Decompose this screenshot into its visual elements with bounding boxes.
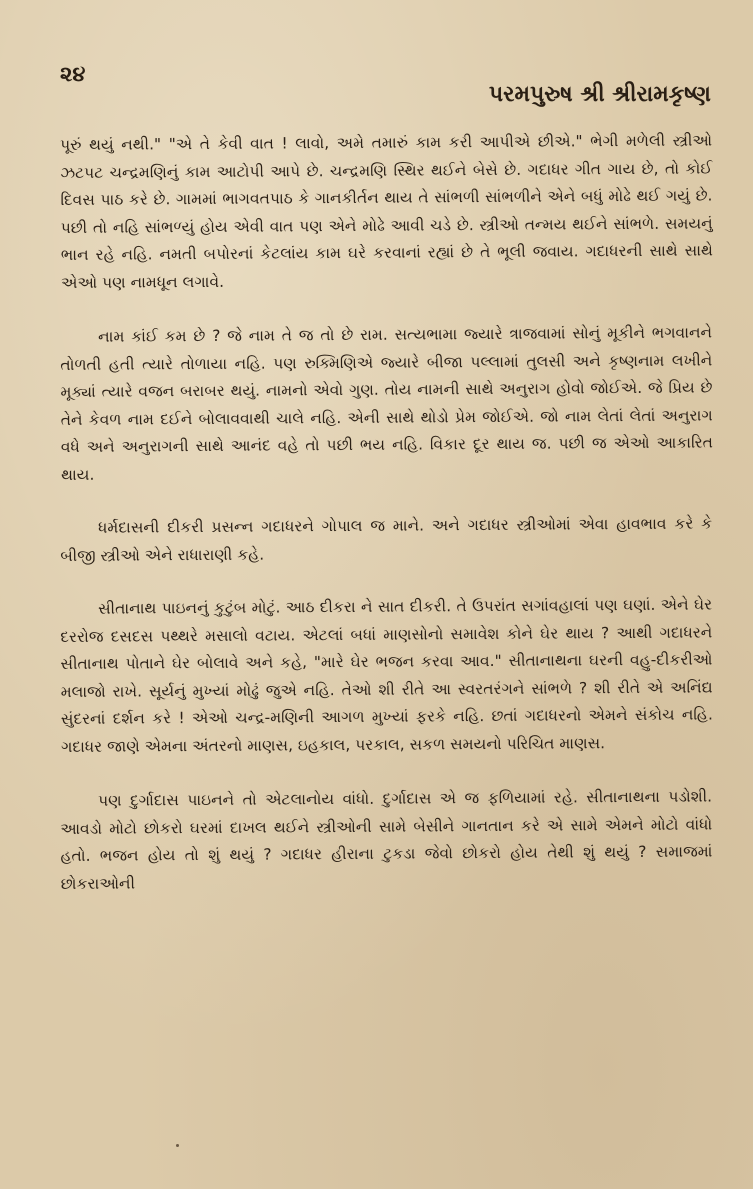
paragraph-4: સીતાનાથ પાઇનનું કુટુંબ મોટું. આઠ દીકરા ને સાત દીકરી. તે ઉપરાંત સગાંવહાલાં પણ ઘણાં. એને ઘેર દરરોજ દસદસ પથ્થરે મસાલો વટાય. એટલાં બધાં માણસોનો સમાવેશ કોને ઘેર થાય ? આથી ગદાધરને સીતાનાથ પોતાને ઘેર બોલાવે અને કહે, "મારે ઘેર ભજન કરવા આવ." સીતાનાથના ઘરની વહુ-દીકરીઓ મલાજો રાખે. સૂર્યનું મુખ્યાં મોઢું જુએ નહિ. તેઓ શી રીતે આ સ્વરતરંગને સાંભળે ? શી રીતે એ અનિંદ્ય સુંદરનાં દર્શન કરે ! એઓ ચન્દ્ર-મણિની આગળ મુખ્યાં ફરકે નહિ. છતાં ગદાધરનો એમને સંકોચ નહિ. ગદાધર જાણે એમના અંતરનો માણસ, ઇહકાલ, પરકાલ, સકળ સમયનો પરિચિત માણસ. — [60, 595, 713, 757]
page-header — [60, 62, 711, 110]
paragraph-2: નામ કાંઈ કમ છે ? જે નામ તે જ તો છે રામ. સત્યભામા જ્યારે ત્રાજવામાં સોનું મૂકીને ભગવાનને તોળતી હતી ત્યારે તોળાયા નહિ. પણ રુક્મિણિએ જ્યારે બીજા પલ્લામાં તુલસી અને કૃષ્ણનામ લખીને મૂક્યાં ત્યારે વજન બરાબર થયું. નામનો એવો ગુણ. તોય નામની સાથે અનુરાગ હોવો જોઈએ. જે પ્રિય છે તેને કેવળ નામ દઈને બોલાવવાથી ચાલે નહિ. એની સાથે થોડો પ્રેમ જોઈએ. જો નામ લેતાં લેતાં અનુરાગ વધે અને અનુરાગની સાથે આનંદ વહે તો પછી ભય નહિ. વિકાર દૂર થાય જ. પછી જ એઓ આકારિત થાય. — [60, 323, 713, 484]
print-speck — [176, 1144, 179, 1147]
paragraph-1: પૂરું થયું નથી." "એ તે કેવી વાત ! લાવો, અમે તમારું કામ કરી આપીએ છીએ." ભેગી મળેલી સ્ત્રીઓ ઝટપટ ચન્દ્રમણિનું કામ આટોપી આપે છે. ચન્દ્રમણિ સ્થિર થઈને બેસે છે. ગદાધર ગીત ગાય છે, તો કોઈ દિવસ પાઠ કરે છે. ગામમાં ભાગવતપાઠ કે ગાનકીર્તન થાય તે સાંભળી સાંભળીને એને બધું મોઢે થઈ ગયું છે. પછી તો નહિ સાંભળ્યું હોય એવી વાત પણ એને મોઢે આવી ચડે છે. સ્ત્રીઓ તન્મય થઈને સાંભળે. સમયનું ભાન રહે નહિ. નમતી બપોરનાં કેટલાંય કામ ઘરે કરવાનાં રહ્યાં છે તે ભૂલી જવાય. ગદાધરની સાથે સાથે એઓ પણ નામધૂન લગાવે. — [60, 131, 713, 292]
paragraph-3: ધર્મદાસની દીકરી પ્રસન્ન ગદાધરને ગોપાલ જ માને. અને ગદાધર સ્ત્રીઓમાં એવા હાવભાવ કરે કે બીજી સ્ત્રીઓ એને રાધારાણી કહે. — [60, 514, 713, 565]
page-number: ૨૪ — [60, 62, 86, 86]
page-body — [60, 132, 712, 924]
running-title: પરમપુરુષ શ્રી શ્રીરામકૃષ્ણ — [488, 82, 711, 107]
paragraph-5: પણ દુર્ગાદાસ પાઇનને તો એટલાનોય વાંધો. દુર્ગાદાસ એ જ ફળિયામાં રહે. સીતાનાથના પડોશી. આવડો મોટો છોકરો ઘરમાં દાખલ થઈને સ્ત્રીઓની સામે બેસીને ગાનતાન કરે એ સામે એમને મોટો વાંધો હતો. ભજન હોય તો શું થયું ? ગદાધર હીરાના ટુકડા જેવો છોકરો હોય તેથી શું થયું ? સમાજમાં છોકરાઓની — [60, 787, 713, 893]
